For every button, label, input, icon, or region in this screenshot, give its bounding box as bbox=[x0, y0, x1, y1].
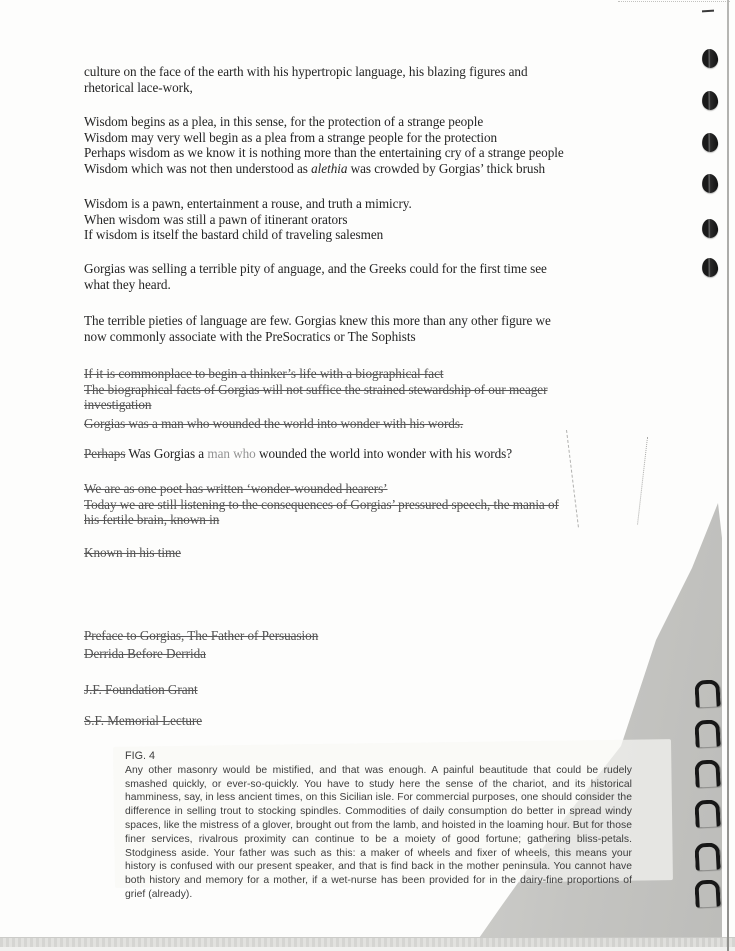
binding-coil bbox=[694, 759, 720, 787]
scan-edge-line bbox=[727, 0, 729, 951]
typed-line: Today we are still listening to the consequences of Gorgias’ pressured speech, the mania of bbox=[84, 496, 559, 512]
figure-caption-block bbox=[125, 750, 632, 902]
typed-paragraph bbox=[84, 196, 412, 243]
typed-line: Gorgias was selling a terrible pity of anguage, and the Greeks could for the first time see bbox=[84, 261, 547, 276]
binding-coil bbox=[701, 132, 719, 153]
typed-paragraph bbox=[84, 261, 547, 292]
binding-coil bbox=[694, 879, 720, 907]
typed-line: If wisdom is itself the bastard child of traveling salesmen bbox=[84, 227, 384, 243]
typed-line: culture on the face of the earth with his hypertropic language, his blazing figures and bbox=[84, 64, 528, 79]
typed-line: S.F. Memorial Lecture bbox=[84, 713, 203, 728]
typed-line: Perhaps wisdom as we know it is nothing more than the entertaining cry of a strange people bbox=[84, 145, 564, 161]
typed-line: Gorgias was a man who wounded the world into wonder with his words. bbox=[84, 416, 464, 431]
figure-label: FIG. 4 bbox=[125, 750, 155, 762]
scan-scratch-artifact bbox=[637, 437, 648, 525]
binding-coil bbox=[694, 842, 720, 870]
typed-paragraph bbox=[84, 64, 528, 95]
typed-paragraph bbox=[84, 481, 559, 528]
scan-dotted-edge bbox=[618, 1, 730, 2]
typed-line: The terrible pieties of language are few. Gorgias knew this more than any other figure we bbox=[84, 313, 551, 328]
typed-paragraph bbox=[84, 446, 512, 462]
typed-line: If it is commonplace to begin a thinker’s life with a biographical fact bbox=[84, 366, 444, 381]
typed-paragraph bbox=[84, 682, 198, 698]
typed-line: Wisdom may very well begin as a plea from a strange people for the protection bbox=[84, 129, 498, 145]
typed-line: rhetorical lace-work, bbox=[84, 79, 193, 95]
typed-line: Perhaps Was Gorgias a man who wounded the world into wonder with his words? bbox=[84, 446, 513, 461]
typed-line: Wisdom begins as a plea, in this sense, for the protection of a strange people bbox=[84, 114, 484, 129]
typed-line: Known in his time bbox=[84, 545, 181, 560]
typed-line: Wisdom is a pawn, entertainment a rouse, and truth a mimicry. bbox=[84, 196, 412, 211]
typed-paragraph bbox=[84, 313, 551, 344]
figure-caption-text: Any other masonry would be mistified, and that was enough. A painful beautitude that could be rudely smashed quickly, or ever-so-quickly. You have to study here the sense of the chariot, and its historical hamminess, say, in less ancient times, on this Sicilian isle. For commercial purposes, one should consider the difference in selling trout to stocking spindles. Commodities of daily consumption do better in spread windy spaces, like the mistress of a glover, brought out from the lamb, and hoisted in the loaming hour. But for those finer services, rivalrous proximity can continue to be a moiety of good fortune; gathering bliss-petals. Stodginess aside. Your father was such as this: a maker of wheels and fixer of wheels, this means your history is confused with our present speaker, and that is find back in the mother peninsula. You cannot have both history and memory for a mother, if a wet-nurse has been provided for in the dairy-fine proportions of grief (already). bbox=[125, 764, 632, 900]
binding-coil bbox=[701, 90, 719, 111]
binding-coil bbox=[701, 218, 719, 239]
typed-line: investigation bbox=[84, 397, 152, 413]
binding-coil bbox=[694, 719, 720, 747]
typed-line: now commonly associate with the PreSocratics or The Sophists bbox=[84, 328, 416, 344]
binding-coil bbox=[701, 257, 719, 278]
typed-line: When wisdom was still a pawn of itinerant orators bbox=[84, 211, 348, 227]
typed-line: J.F. Foundation Grant bbox=[84, 682, 198, 697]
typed-line: Derrida Before Derrida bbox=[84, 646, 206, 661]
typed-paragraph bbox=[84, 366, 547, 413]
typed-paragraph bbox=[84, 628, 318, 644]
typed-paragraph bbox=[84, 646, 206, 662]
typed-line: Wisdom which was not then understood as alethia was crowded by Gorgias’ thick brush bbox=[84, 161, 546, 177]
binding-coil bbox=[701, 48, 719, 69]
typed-line: We are as one poet has written ‘wonder-wounded hearers’ bbox=[84, 481, 388, 496]
binding-coil bbox=[694, 679, 720, 707]
typed-line: what they heard. bbox=[84, 276, 171, 292]
typed-line: The biographical facts of Gorgias will not suffice the strained stewardship of our meager bbox=[84, 381, 548, 397]
scan-mark-artifact bbox=[702, 10, 714, 13]
typed-paragraph bbox=[84, 114, 564, 177]
typed-paragraph bbox=[84, 416, 463, 432]
typed-paragraph bbox=[84, 545, 181, 561]
typed-paragraph bbox=[84, 713, 202, 729]
typed-line: Preface to Gorgias, The Father of Persuasion bbox=[84, 628, 319, 643]
scan-scratch-artifact bbox=[566, 430, 579, 527]
scanner-bed-margin bbox=[0, 947, 735, 951]
binding-coil bbox=[701, 173, 719, 194]
binding-coil bbox=[694, 799, 720, 827]
typed-line: his fertile brain, known in bbox=[84, 512, 220, 528]
